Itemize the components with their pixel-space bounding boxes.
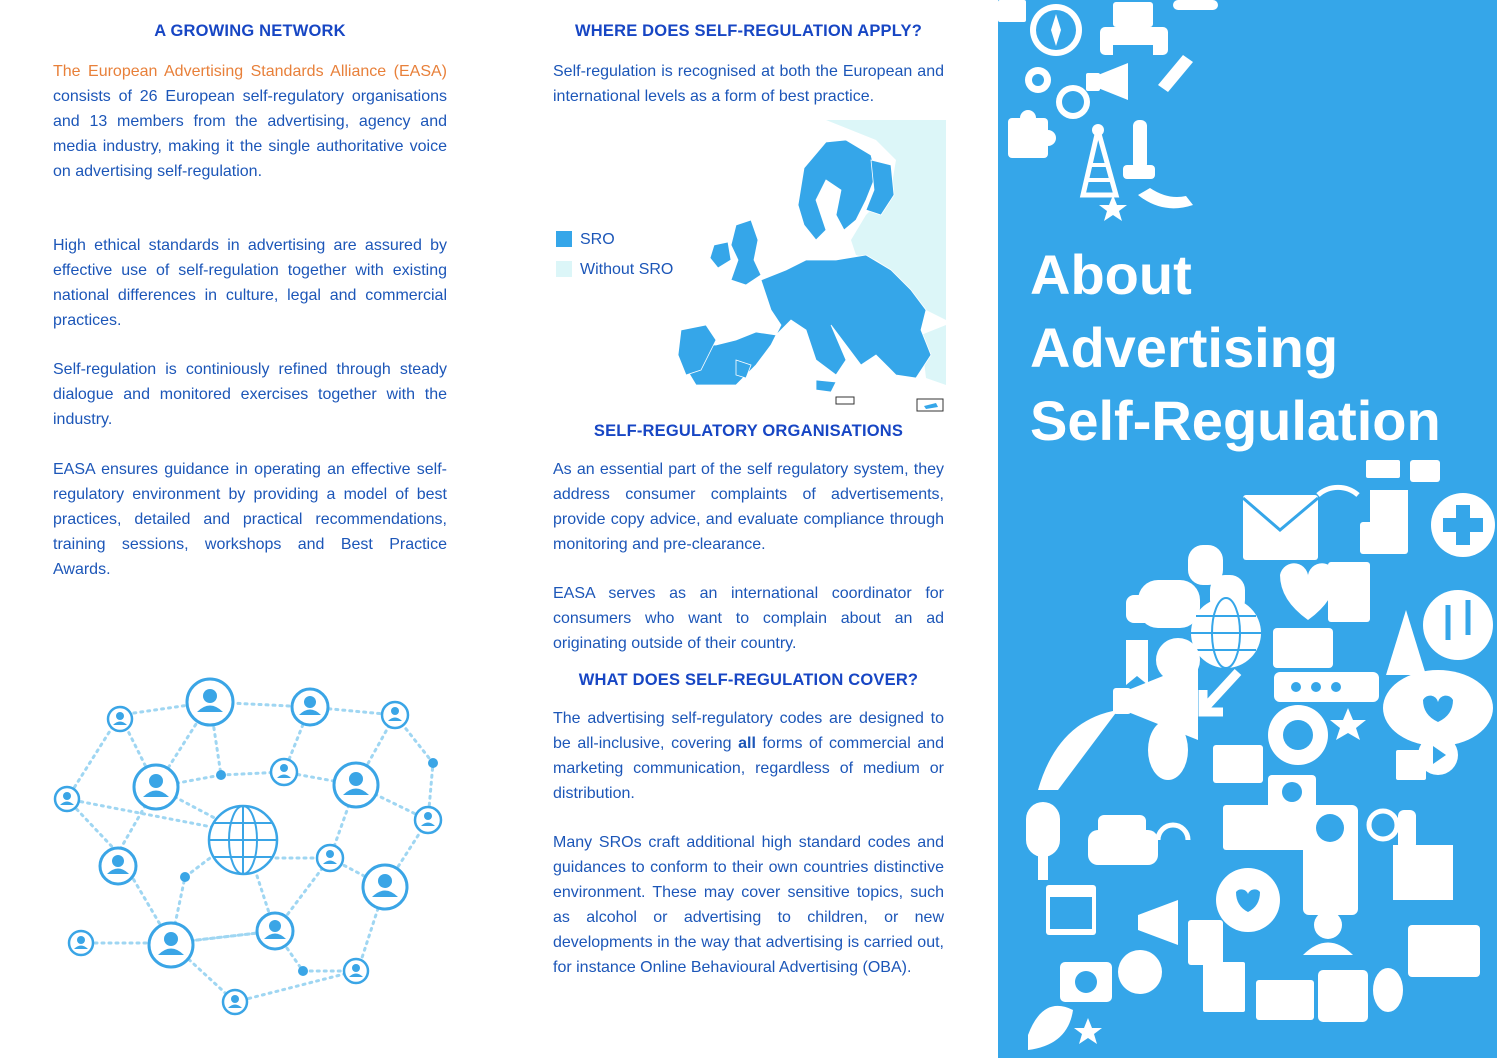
paragraph-refinement: Self-regulation is continiously refined through steady dialogue and monitored exercises together with the industry. bbox=[53, 361, 447, 428]
printer-icon bbox=[1100, 2, 1168, 55]
heading-where-applies: WHERE DOES SELF-REGULATION APPLY? bbox=[574, 22, 922, 40]
envelope-icon bbox=[1243, 495, 1318, 560]
camera-icon bbox=[1268, 775, 1316, 809]
headphones-icon bbox=[1158, 825, 1188, 840]
paragraph-codes bbox=[553, 706, 944, 806]
user-node-icon bbox=[317, 845, 343, 871]
user-node-icon bbox=[257, 913, 293, 949]
legend-label-sro: SRO bbox=[580, 231, 615, 248]
bottom-icon-cluster bbox=[998, 450, 1497, 1058]
cover-title-line-3: Self-Regulation bbox=[1030, 389, 1441, 452]
user-node-icon bbox=[271, 759, 297, 785]
megaphone-small-icon bbox=[1138, 900, 1178, 945]
paragraph-easa-coordinator: EASA serves as an international coordinator for consumers who want to complain about an ad originating outside of their country. bbox=[553, 585, 944, 652]
calendar-icon bbox=[1046, 885, 1096, 935]
user-node-icon bbox=[415, 807, 441, 833]
news-icon bbox=[1203, 962, 1245, 1012]
paragraph-sro-role: As an essential part of the self regulatory system, they address consumer complaints of advertisements, provide copy advice, and evaluate compliance through monitoring and pre-clearance. bbox=[553, 461, 944, 553]
map-legend-sro bbox=[556, 231, 615, 249]
star-small-icon bbox=[1074, 1018, 1102, 1044]
phone-device-icon bbox=[1303, 805, 1358, 915]
football-icon bbox=[1118, 950, 1162, 994]
people-icon bbox=[1303, 911, 1353, 955]
heading-growing-network: A GROWING NETWORK bbox=[154, 22, 346, 40]
user-node-icon bbox=[55, 787, 79, 811]
user-node-icon bbox=[149, 923, 193, 967]
pin-icon bbox=[1025, 67, 1051, 93]
map-legend-without-sro bbox=[556, 261, 673, 279]
user-node-icon bbox=[100, 848, 136, 884]
map-inset-malta bbox=[836, 397, 854, 404]
globe-small-icon bbox=[1056, 85, 1090, 119]
cover-title-line-1: About bbox=[1030, 243, 1192, 306]
mouse-bottom-icon bbox=[1373, 968, 1403, 1012]
heart-icon bbox=[1280, 563, 1336, 620]
heart-bubble-icon bbox=[1216, 868, 1280, 932]
user-node-icon bbox=[134, 765, 178, 809]
user-node-icon bbox=[334, 763, 378, 807]
user-node-icon bbox=[292, 689, 328, 725]
film-icon bbox=[1188, 920, 1223, 965]
email-icon bbox=[1318, 970, 1368, 1022]
keyboard-icon bbox=[1366, 460, 1400, 478]
codes-text-b: forms of commercial and marketing communication, regardless of medium or distribution. bbox=[553, 735, 945, 802]
microphone-icon bbox=[1026, 802, 1060, 880]
codes-text-a: The advertising self-regulatory codes are designed to be all-inclusive, covering bbox=[553, 710, 944, 752]
router-icon bbox=[1274, 672, 1379, 702]
laptop-bottom-icon bbox=[1256, 980, 1314, 1020]
user-node-icon bbox=[363, 865, 407, 909]
monitor-flash-icon bbox=[1408, 925, 1480, 977]
laptop-icon bbox=[1223, 805, 1308, 850]
monitor-icon bbox=[1360, 522, 1408, 554]
user-node-icon bbox=[223, 990, 247, 1014]
joystick-icon bbox=[1123, 120, 1155, 179]
star-icon bbox=[1099, 195, 1127, 221]
bird-icon bbox=[1028, 1006, 1073, 1050]
legend-swatch-without-sro bbox=[556, 261, 572, 277]
user-node-icon bbox=[382, 702, 408, 728]
arrow-icon bbox=[1203, 672, 1238, 712]
car-icon bbox=[1088, 815, 1158, 865]
paragraph-easa-guidance: EASA ensures guidance in operating an effective self-regulatory environment by providing a model of best practices, detailed and practical recommendations, training sessions, workshops and Best Practice Awards. bbox=[53, 461, 447, 578]
europe-map bbox=[676, 120, 946, 415]
satellite-dish-icon bbox=[1038, 710, 1118, 790]
gift-icon bbox=[1396, 750, 1426, 780]
hand-icon bbox=[1173, 0, 1218, 10]
keyboard-top-icon bbox=[998, 0, 1026, 22]
cover-panel bbox=[998, 0, 1497, 1058]
gender-icon bbox=[1369, 811, 1397, 839]
id-card-icon bbox=[1273, 628, 1333, 668]
mouse-icon bbox=[1148, 720, 1188, 780]
music-note-icon bbox=[1423, 590, 1493, 660]
cover-title-line-2: Advertising bbox=[1030, 316, 1339, 379]
paragraph-ethical-standards: High ethical standards in advertising are assured by effective use of self-regulation together with existing national differences in culture, legal and commercial practices. bbox=[53, 237, 447, 329]
compass-icon bbox=[1030, 4, 1082, 56]
wifi-icon bbox=[1318, 487, 1358, 495]
user-node-icon bbox=[187, 679, 233, 725]
codes-text-bold: all bbox=[738, 735, 756, 752]
network-illustration bbox=[40, 665, 460, 1035]
top-icon-cluster bbox=[998, 0, 1228, 225]
telephone-icon bbox=[1138, 188, 1193, 208]
paragraph-recognition: Self-regulation is recognised at both the European and international levels as a form of best practice. bbox=[553, 63, 944, 105]
game-controller-icon bbox=[1126, 580, 1200, 628]
antenna-tower-icon bbox=[1386, 610, 1426, 675]
cover-title bbox=[1030, 238, 1441, 457]
star-icon bbox=[1330, 708, 1366, 740]
megaphone-icon bbox=[1086, 63, 1128, 100]
puzzle-icon bbox=[1008, 110, 1056, 158]
legend-swatch-sro bbox=[556, 231, 572, 247]
tv-icon bbox=[1213, 745, 1263, 783]
target-icon bbox=[1268, 705, 1328, 765]
globe-icon bbox=[1191, 598, 1261, 668]
heading-sro: SELF-REGULATORY ORGANISATIONS bbox=[593, 422, 904, 440]
pen-icon bbox=[1158, 55, 1193, 92]
user-node-icon bbox=[69, 931, 93, 955]
paragraph-additional-codes: Many SROs craft additional high standard codes and guidances to conform to their own countries distinctive environment. These may cover sensitive topics, such as alcohol or advertising to children, or new developments in the way that advertising is carried out, for instance Online Behavioural Advertising (OBA). bbox=[553, 834, 944, 976]
paragraph-easa-intro bbox=[53, 59, 447, 184]
heading-what-covers: WHAT DOES SELF-REGULATION COVER? bbox=[578, 671, 919, 689]
antenna-tower-icon bbox=[1083, 124, 1116, 195]
camera-large-icon bbox=[1060, 962, 1112, 1002]
bookmark-icon bbox=[1126, 640, 1148, 685]
easa-name-highlight: The European Advertising Standards Alliance (EASA) bbox=[53, 63, 447, 80]
network-globe-icon bbox=[209, 806, 277, 874]
thumbs-up-large-icon bbox=[1393, 810, 1453, 900]
plus-circle-icon bbox=[1431, 493, 1495, 557]
easa-intro-rest: consists of 26 European self-regulatory organisations and 13 members from the advertising, agency and media industry, making it the single authoritative voice on advertising self-regulation. bbox=[53, 88, 447, 180]
speech-heart-icon bbox=[1383, 670, 1493, 746]
user-node-icon bbox=[344, 959, 368, 983]
legend-label-without-sro: Without SRO bbox=[580, 261, 674, 278]
user-node-icon bbox=[108, 707, 132, 731]
